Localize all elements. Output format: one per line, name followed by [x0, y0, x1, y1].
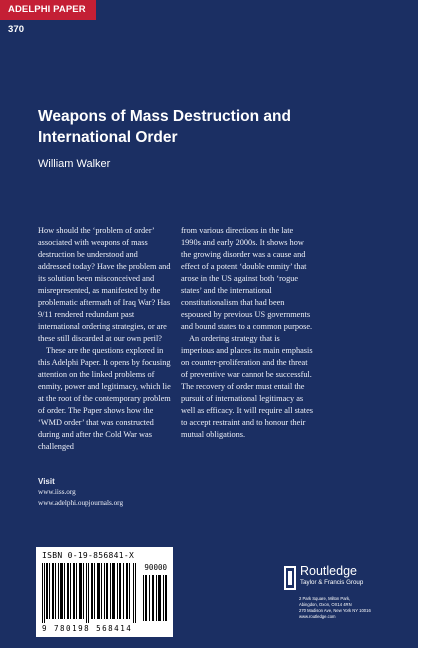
- blurb-column-left: [38, 225, 172, 453]
- barcode-bars: [42, 563, 138, 623]
- book-author: William Walker: [38, 158, 111, 170]
- price-bars: [143, 575, 167, 621]
- visit-block: [38, 476, 123, 509]
- publisher-name: Routledge: [300, 564, 357, 578]
- address-line: Abingdon, Oxon, OX14 4RN: [299, 602, 352, 607]
- page-margin: [418, 0, 432, 648]
- blurb-paragraph: from various directions in the late 1990s and early 2000s. It shows how the growing disorder was a cause and effect of a potent ‘double enmity’ that arose in the US against both ‘rogue states’ and the international constitutionalism that had been espoused by previous US governments and bound states to a common purpose.: [181, 226, 313, 331]
- blurb-paragraph: These are the questions explored in this Adelphi Paper. It opens by focusing attention on the linked problems of enmity, power and legitimacy, which lie at the root of the contemporary problem of order. The Paper shows how the ‘WMD order’ that was constructed during and after the Cold War was challenged: [38, 346, 171, 451]
- visit-link-iiss[interactable]: www.iiss.org: [38, 488, 76, 496]
- publisher-group: Taylor & Francis Group: [300, 579, 364, 586]
- publisher-website[interactable]: www.routledge.com: [299, 614, 336, 619]
- price-code: 90000: [144, 563, 167, 572]
- isbn-text: ISBN 0-19-856841-X: [42, 551, 135, 560]
- book-title: Weapons of Mass Destruction and International Order: [38, 108, 291, 146]
- routledge-logo-icon: [284, 566, 296, 590]
- blurb-column-right: [181, 225, 315, 441]
- blurb-paragraph: An ordering strategy that is imperious and places its main emphasis on counter-proliferation and the threat of preventive war cannot be successful. The recovery of order must entail the pursuit of international legitimacy as well as efficacy. It will require all states to accept restraint and to honour their mutual obligations.: [181, 334, 314, 439]
- blurb-paragraph: How should the ‘problem of order’ associated with weapons of mass destruction be understood and addressed today? Have the problem and its solution been misconceived and misrepresented, as manifested by the problematic aftermath of Iraq War? Has 9/11 rendered redundant past international ordering strategies, or are these still discarded at our own peril?: [38, 226, 171, 343]
- address-line: 2 Park Square, Milton Park,: [299, 596, 351, 601]
- address-line: 270 Madison Ave, New York NY 10016: [299, 608, 371, 613]
- visit-link-adelphi[interactable]: www.adelphi.oupjournals.org: [38, 499, 124, 507]
- series-label: ADELPHI PAPER 370: [0, 0, 96, 20]
- visit-heading: Visit: [38, 477, 55, 486]
- isbn-barcode: [36, 547, 173, 637]
- publisher-address: [299, 596, 371, 620]
- ean-number: 9 780198 568414: [42, 624, 133, 633]
